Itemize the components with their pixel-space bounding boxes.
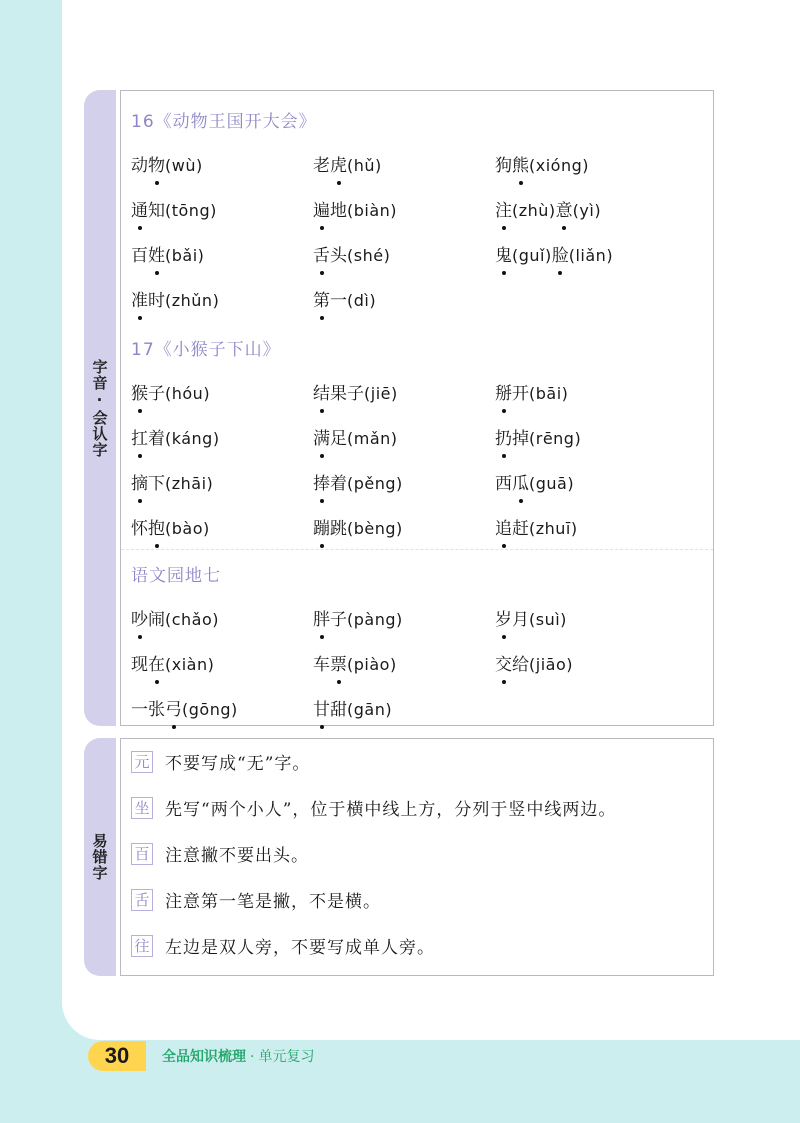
vocab-item <box>313 379 398 404</box>
vocab-char: 足 <box>330 429 347 449</box>
vocab-char: 车 <box>313 655 330 675</box>
vocab-item <box>313 196 397 221</box>
vocab-char: 扛 <box>131 424 148 449</box>
vocab-char: 掰 <box>495 379 512 404</box>
error-item <box>131 749 310 774</box>
page-number: 30 <box>88 1041 146 1071</box>
vocab-char: 西 <box>495 474 512 494</box>
vocab-char: 扔 <box>495 424 512 449</box>
vocab-item <box>495 151 589 176</box>
vocab-pinyin: (chǎo) <box>165 610 220 629</box>
vocab-item <box>131 514 210 539</box>
vocab-char: 现 <box>131 655 148 675</box>
vocab-char: 下 <box>148 474 165 494</box>
vocab-char: 遍 <box>313 196 330 221</box>
error-char-box: 坐 <box>131 797 153 819</box>
vocab-char: 虎 <box>330 151 347 176</box>
vocab-char: 摘 <box>131 469 148 494</box>
vocab-char: 张 <box>148 700 165 720</box>
vocab-pinyin: (hǔ) <box>347 156 382 175</box>
vocab-item <box>313 151 382 176</box>
vocab-char: 掉 <box>512 429 529 449</box>
vocab-item <box>131 151 203 176</box>
vocab-char: 闹 <box>148 610 165 630</box>
vocab-char: 头 <box>330 246 347 266</box>
vocab-pinyin: (dì) <box>347 291 377 310</box>
vocab-pinyin: (wù) <box>165 156 203 175</box>
vocab-pinyin: (zhāi) <box>165 474 214 493</box>
vocab-char: 子 <box>330 610 347 630</box>
vocab-item <box>495 469 574 494</box>
error-item <box>131 795 616 820</box>
vocab-item <box>131 469 213 494</box>
vocab-char: 知 <box>148 201 165 221</box>
vocab-pinyin: (bèng) <box>347 519 403 538</box>
vocab-pinyin: (káng) <box>165 429 220 448</box>
vocab-pinyin: (gōng) <box>182 700 238 719</box>
vocab-pinyin: (bǎi) <box>165 246 205 265</box>
vocab-pinyin: (jiāo) <box>529 655 573 674</box>
vocab-item <box>131 286 219 311</box>
error-item <box>131 887 381 912</box>
footer-caption <box>162 1046 314 1066</box>
vocab-pinyin: (liǎn) <box>568 246 614 265</box>
vocab-char: 交 <box>495 650 512 675</box>
vocab-pinyin: (bāi) <box>529 384 569 403</box>
vocab-item <box>313 286 376 311</box>
vocab-char: 吵 <box>131 605 148 630</box>
vocab-pinyin: (rēng) <box>529 429 582 448</box>
error-note: 不要写成“无”字。 <box>165 754 311 774</box>
vocab-char: 百 <box>131 246 148 266</box>
error-item <box>131 933 435 958</box>
vocab-pinyin: (jiē) <box>364 384 398 403</box>
error-note: 注意撇不要出头。 <box>165 846 309 866</box>
vocab-char: 一 <box>330 291 347 311</box>
error-note: 左边是双人旁，不要写成单人旁。 <box>165 938 435 958</box>
side-tab-pinyin-label: 字音·会认字 <box>90 358 109 458</box>
vocab-item <box>313 650 397 675</box>
error-char-box: 元 <box>131 751 153 773</box>
vocab-char: 着 <box>330 474 347 494</box>
vocab-pinyin: (guǐ) <box>512 246 552 265</box>
vocab-char: 子 <box>148 384 165 404</box>
vocab-pinyin: (guā) <box>529 474 575 493</box>
vocab-pinyin: (shé) <box>347 246 391 265</box>
vocab-char: 地 <box>330 201 347 221</box>
side-tab-errors-label: 易错字 <box>90 833 109 881</box>
error-char-box: 百 <box>131 843 153 865</box>
vocab-char: 老 <box>313 156 330 176</box>
vocab-item <box>131 695 238 720</box>
vocab-char: 跳 <box>330 519 347 539</box>
side-tab-pinyin <box>84 90 116 726</box>
vocab-pinyin: (zhù) <box>512 201 556 220</box>
vocab-char: 舌 <box>313 241 330 266</box>
footer-subtitle: 单元复习 <box>258 1049 315 1065</box>
vocab-char: 第 <box>313 286 330 311</box>
footer-title: 全品知识梳理 <box>162 1049 246 1065</box>
vocab-char: 物 <box>148 151 165 176</box>
footer-separator: · <box>250 1049 255 1065</box>
vocab-pinyin: (hóu) <box>165 384 211 403</box>
vocab-pinyin: (pěng) <box>347 474 403 493</box>
vocab-char: 抱 <box>148 514 165 539</box>
vocab-item <box>495 241 613 266</box>
vocab-item <box>131 379 210 404</box>
vocab-item <box>495 379 568 404</box>
vocab-item <box>313 514 403 539</box>
vocab-item <box>313 605 403 630</box>
vocab-char: 甘 <box>313 695 330 720</box>
vocab-char: 果 <box>330 384 347 404</box>
vocab-item <box>131 605 219 630</box>
vocab-char: 准 <box>131 286 148 311</box>
vocab-char: 姓 <box>148 241 165 266</box>
vocab-item <box>495 650 573 675</box>
vocab-char: 捧 <box>313 469 330 494</box>
vocab-char: 着 <box>148 429 165 449</box>
vocab-char: 通 <box>131 196 148 221</box>
vocab-item <box>495 514 578 539</box>
section-divider <box>121 549 713 550</box>
vocab-item <box>131 241 204 266</box>
vocab-pinyin: (biàn) <box>347 201 398 220</box>
error-note: 注意第一笔是撇，不是横。 <box>165 892 381 912</box>
vocab-pinyin: (gān) <box>347 700 393 719</box>
vocab-char: 月 <box>512 610 529 630</box>
section-title: 17《小猴子下山》 <box>131 340 281 360</box>
vocab-char: 子 <box>347 384 364 404</box>
pinyin-panel <box>120 90 714 726</box>
vocab-char: 脸 <box>552 241 569 266</box>
vocab-item <box>313 424 398 449</box>
vocab-pinyin: (xiàn) <box>165 655 215 674</box>
vocab-pinyin: (zhuī) <box>529 519 578 538</box>
vocab-char: 熊 <box>512 151 529 176</box>
vocab-char: 给 <box>512 655 529 675</box>
vocab-char: 猴 <box>131 379 148 404</box>
section-title: 16《动物王国开大会》 <box>131 112 317 132</box>
vocab-char: 票 <box>330 650 347 675</box>
vocab-char: 开 <box>512 384 529 404</box>
vocab-char: 结 <box>313 379 330 404</box>
vocab-char: 鬼 <box>495 241 512 266</box>
vocab-char: 狗 <box>495 156 512 176</box>
vocab-char: 追 <box>495 514 512 539</box>
vocab-pinyin: (xióng) <box>529 156 589 175</box>
side-tab-errors <box>84 738 116 976</box>
vocab-char: 一 <box>131 700 148 720</box>
vocab-item <box>495 424 581 449</box>
vocab-char: 注 <box>495 196 512 221</box>
vocab-pinyin: (pàng) <box>347 610 403 629</box>
vocab-char: 弓 <box>165 695 182 720</box>
vocab-item <box>131 424 220 449</box>
error-char-box: 往 <box>131 935 153 957</box>
vocab-item <box>313 241 390 266</box>
vocab-item <box>131 196 217 221</box>
vocab-pinyin: (piào) <box>347 655 397 674</box>
vocab-pinyin: (tōng) <box>165 201 217 220</box>
vocab-item <box>131 650 214 675</box>
vocab-item <box>495 605 567 630</box>
vocab-item <box>313 695 392 720</box>
vocab-char: 赶 <box>512 519 529 539</box>
vocab-pinyin: (zhǔn) <box>165 291 220 310</box>
vocab-char: 怀 <box>131 519 148 539</box>
vocab-pinyin: (yì) <box>572 201 602 220</box>
error-chars-panel <box>120 738 714 976</box>
vocab-char: 动 <box>131 156 148 176</box>
section-title: 语文园地七 <box>131 566 221 586</box>
error-char-box: 舌 <box>131 889 153 911</box>
vocab-pinyin: (suì) <box>529 610 567 629</box>
error-note: 先写“两个小人”，位于横中线上方，分列于竖中线两边。 <box>165 800 617 820</box>
vocab-char: 意 <box>556 196 573 221</box>
vocab-char: 满 <box>313 424 330 449</box>
vocab-char: 在 <box>148 650 165 675</box>
vocab-char: 时 <box>148 291 165 311</box>
vocab-char: 瓜 <box>512 469 529 494</box>
vocab-char: 甜 <box>330 700 347 720</box>
vocab-pinyin: (bào) <box>165 519 210 538</box>
vocab-item <box>313 469 403 494</box>
vocab-pinyin: (mǎn) <box>347 429 398 448</box>
vocab-char: 岁 <box>495 605 512 630</box>
error-item <box>131 841 309 866</box>
vocab-char: 胖 <box>313 605 330 630</box>
vocab-item <box>495 196 601 221</box>
vocab-char: 蹦 <box>313 514 330 539</box>
